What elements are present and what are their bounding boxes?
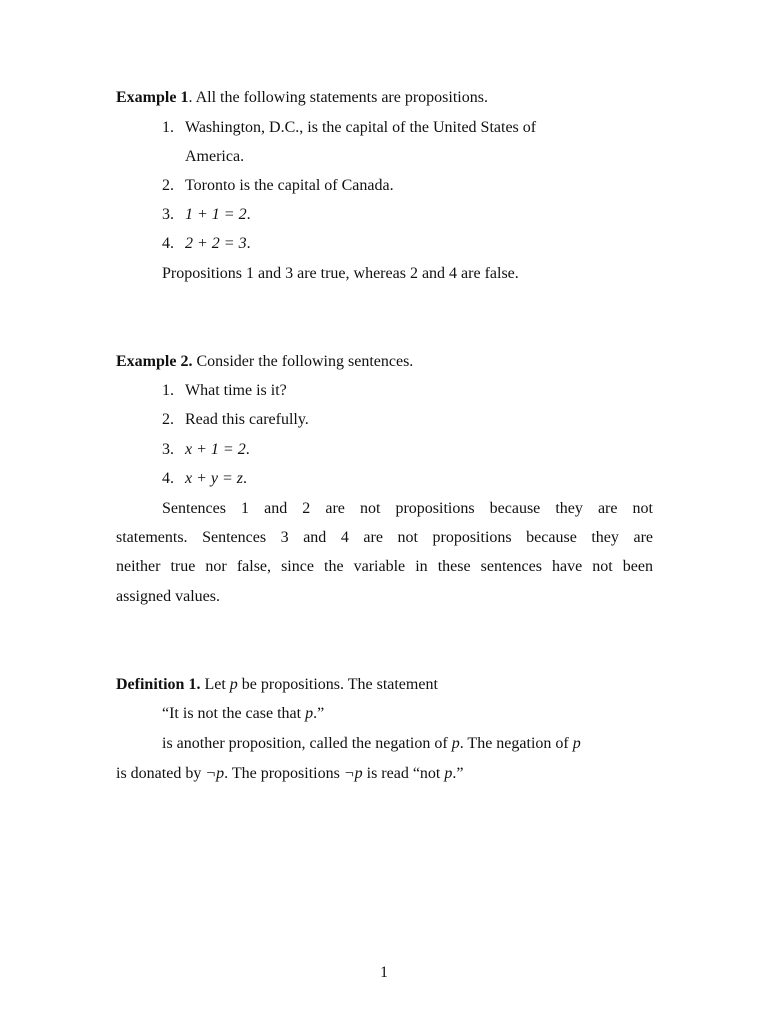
math-variable: p: [444, 765, 453, 782]
math-variable: p: [229, 676, 238, 693]
example2-item-4: [162, 469, 247, 489]
example2-intro: Consider the following sentences.: [192, 353, 414, 370]
definition1-text: be propositions. The statement: [237, 676, 438, 693]
example1-heading: Example 1: [116, 89, 189, 106]
definition1-heading-line: [116, 675, 438, 695]
example2-para-line-2: statements. Sentences 3 and 4 are not propositions because they are: [116, 529, 653, 546]
definition1-text: Let: [200, 676, 230, 693]
example1-item-3: [162, 205, 251, 225]
list-item-end: .: [245, 441, 250, 458]
math-expression: x + 1 = 2: [185, 441, 246, 458]
list-number: 3.: [162, 441, 174, 458]
example1-conclusion: Propositions 1 and 3 are true, whereas 2 and 4 are false.: [162, 265, 519, 282]
math-variable: p: [305, 705, 314, 722]
example1-heading-line: [116, 88, 488, 108]
math-expression: 2 + 2 = 3: [185, 235, 247, 252]
math-variable: p: [451, 735, 460, 752]
list-number: 4.: [162, 235, 174, 252]
list-item-end: .: [246, 206, 251, 223]
list-item-text: Washington, D.C., is the capital of the United States of: [185, 119, 537, 136]
list-number: 1.: [162, 382, 174, 399]
definition1-text: “It is not the case that: [162, 705, 306, 722]
definition1-text: . The propositions: [224, 765, 344, 782]
list-number: 2.: [162, 411, 174, 428]
definition1-text: is read “not: [362, 765, 445, 782]
math-negation: ¬p: [343, 765, 363, 782]
definition1-quote: [162, 704, 324, 724]
page-number: 1: [380, 964, 388, 981]
list-item-text: Read this carefully.: [185, 411, 309, 428]
example2-item-3: [162, 440, 250, 460]
list-item-end: .: [246, 235, 251, 252]
list-item-text: What time is it?: [185, 382, 287, 399]
math-expression: x + y = z: [185, 470, 244, 487]
list-item-end: .: [243, 470, 248, 487]
example1-item-2: [162, 176, 394, 196]
example2-para-line-1: Sentences 1 and 2 are not propositions because they are not: [162, 500, 653, 517]
list-number: 3.: [162, 206, 174, 223]
definition1-text: is another proposition, called the negation of: [162, 735, 452, 752]
list-number: 2.: [162, 177, 174, 194]
definition1-line-3: [162, 734, 581, 754]
example2-item-1: [162, 381, 287, 401]
example1-item-1: [162, 118, 536, 138]
definition1-text: .”: [452, 765, 464, 782]
example2-heading-line: [116, 352, 413, 372]
example2-heading: Example 2.: [116, 353, 193, 370]
example1-item-4: [162, 234, 251, 254]
definition1-text: . The negation of: [459, 735, 573, 752]
math-negation: ¬p: [205, 765, 225, 782]
definition1-text: is donated by: [116, 765, 206, 782]
example1-intro: . All the following statements are propositions.: [188, 89, 488, 106]
definition1-heading: Definition 1.: [116, 676, 201, 693]
definition1-line-4: [116, 764, 463, 784]
example2-item-2: [162, 410, 309, 430]
math-expression: 1 + 1 = 2: [185, 206, 247, 223]
example2-para-line-3: neither true nor false, since the variable in these sentences have not been: [116, 558, 653, 575]
example1-item-1-cont: America.: [185, 148, 245, 165]
math-variable: p: [572, 735, 581, 752]
example2-para-line-4: assigned values.: [116, 588, 220, 605]
definition1-text: .”: [313, 705, 325, 722]
list-number: 1.: [162, 119, 174, 136]
list-number: 4.: [162, 470, 174, 487]
list-item-text: Toronto is the capital of Canada.: [185, 177, 394, 194]
